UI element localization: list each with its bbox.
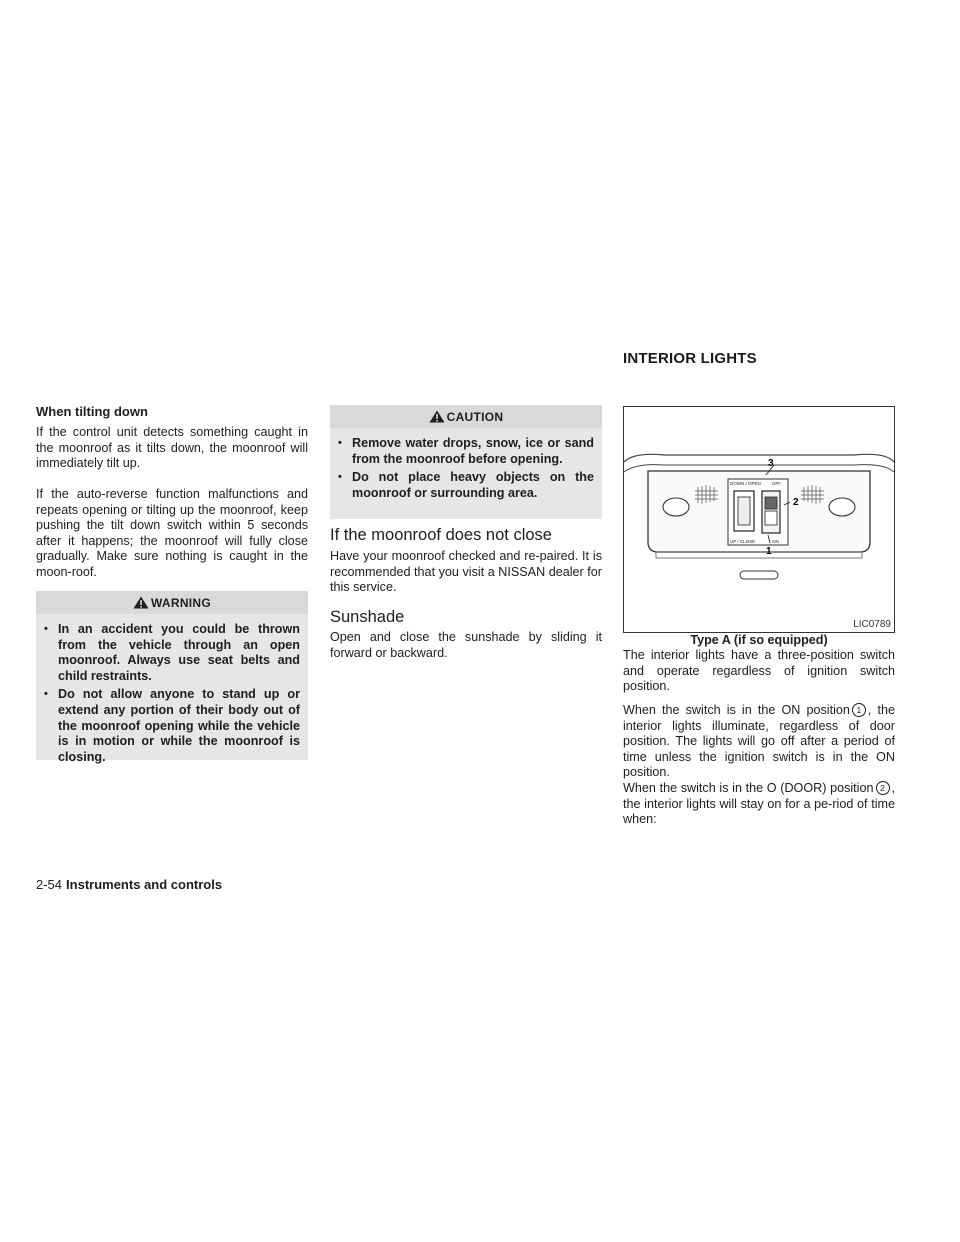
callout-1: 1 [766, 546, 772, 557]
heading-sunshade: Sunshade [330, 608, 405, 626]
callout-3: 3 [768, 458, 774, 469]
page-footer [36, 877, 222, 892]
caution-list [330, 428, 602, 512]
list-item: • In an accident you could be thrown from the vehicle through an open moonroof. Always use seat belts and child restraints. [42, 622, 300, 684]
interior-light-illustration [624, 407, 894, 632]
text: , the interior lights illuminate, regardless of door position. The lights will go off after a period of time unless the ignition switch is in the ON position. [623, 703, 895, 780]
callout-2: 2 [793, 497, 799, 508]
warning-list [36, 614, 308, 776]
text: When the switch is in the O (DOOR) position [623, 781, 874, 795]
page-number: 2-54 [36, 877, 63, 892]
list-item: • Remove water drops, snow, ice or sand from the moonroof before opening. [336, 436, 594, 467]
warning-label: WARNING [150, 595, 212, 610]
caution-box [330, 405, 602, 519]
warning-icon [133, 596, 149, 609]
paragraph: If the control unit detects something caught in the moonroof as it tilts down, the moonroof will immediately tilt up. [36, 425, 308, 471]
paragraph: If the auto-reverse function malfunctions and repeats opening or tilting up the moonroof, keep pushing the tilt down switch within 5 seconds after it happens; the moonroof will fully close gradually. Make sure nothing is caught in the moon-roof. [36, 487, 308, 579]
text: , the interior lights will stay on for a pe-riod of time when: [623, 781, 895, 827]
interior-light-figure [623, 406, 895, 633]
text: When the switch is in the ON position [623, 703, 850, 717]
label-off: OFF [772, 481, 781, 486]
figure-caption: Type A (if so equipped) [690, 633, 828, 647]
caution-label: CAUTION [446, 409, 504, 424]
label-on: ON [772, 539, 779, 544]
paragraph-on-position [623, 703, 895, 781]
paragraph: Have your moonroof checked and re-paired. It is recommended that you visit a NISSAN dealer for this service. [330, 549, 602, 595]
marker-1: 1 [852, 703, 866, 717]
warning-box [36, 591, 308, 764]
paragraph: The interior lights have a three-position switch and operate regardless of ignition switch position. [623, 648, 895, 694]
warning-icon [429, 410, 445, 423]
warning-title [36, 591, 308, 614]
list-item: • Do not allow anyone to stand up or extend any portion of their body out of the moonroof opening while the vehicle is in motion or while the moonroof is closing. [42, 687, 300, 765]
label-up-close: UP / CLOSE [730, 539, 756, 544]
section-heading: INTERIOR LIGHTS [623, 350, 757, 367]
heading-moonroof-not-close: If the moonroof does not close [330, 526, 552, 544]
figure-code: LIC0789 [853, 619, 891, 630]
paragraph: Open and close the sunshade by sliding it forward or backward. [330, 630, 602, 660]
subhead-tilting-down: When tilting down [36, 404, 148, 419]
list-item: • Do not place heavy objects on the moonroof or surrounding area. [336, 470, 594, 501]
chapter-title: Instruments and controls [66, 877, 223, 892]
paragraph-door-position [623, 781, 895, 828]
label-down-open: DOWN / OPEN [730, 481, 761, 486]
marker-2: 2 [876, 781, 890, 795]
caution-title [330, 405, 602, 428]
